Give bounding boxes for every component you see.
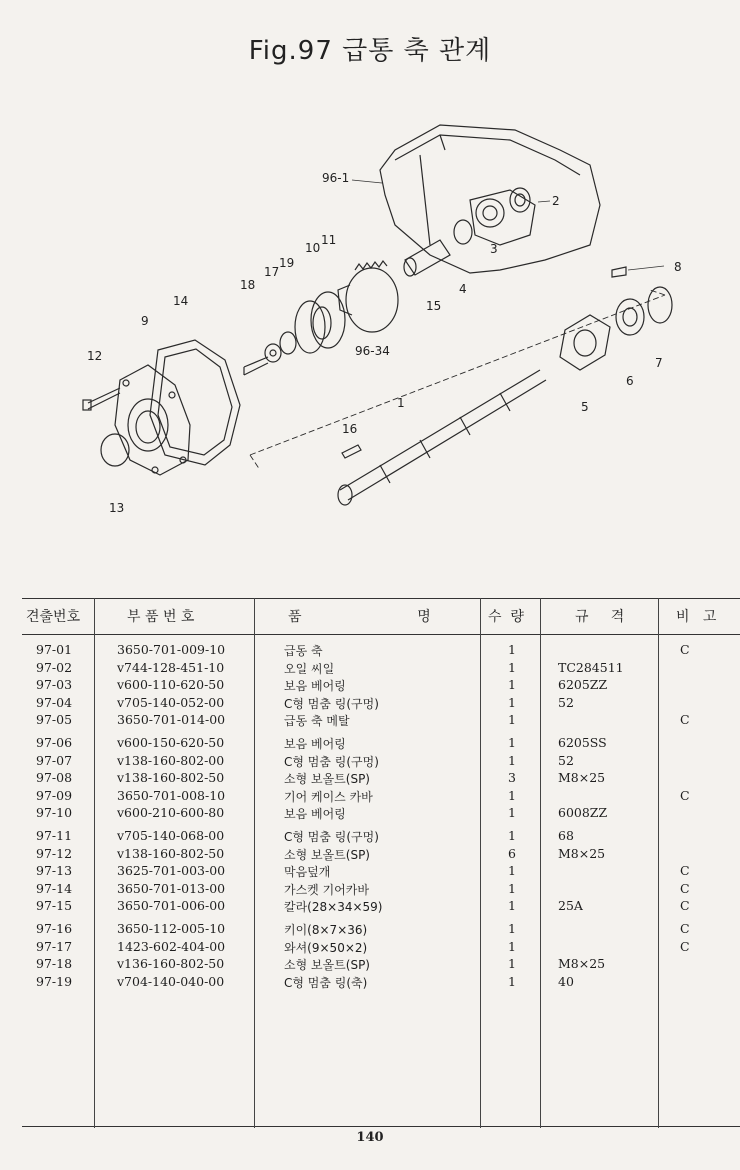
cell-part: v136-160-802-50 [117, 956, 225, 971]
cell-name: 소형 보올트(SP) [284, 958, 370, 972]
cell-part: 3650-701-009-10 [117, 642, 226, 657]
callout-16: 16 [342, 422, 358, 436]
cell-note: C [680, 863, 690, 878]
cell-part: v138-160-802-00 [117, 752, 225, 768]
table-row [22, 770, 740, 788]
cell-no: 97-04 [36, 694, 73, 710]
table-row [22, 677, 740, 695]
cell-no: 97-09 [36, 787, 73, 803]
cell-spec: M8×25 [558, 770, 606, 785]
cell-qty: 1 [508, 956, 516, 971]
header-part-name: 품 명 [288, 609, 431, 625]
cell-qty: 1 [508, 973, 516, 989]
cell-spec: 6205SS [558, 735, 607, 750]
callout-1: 1 [397, 396, 405, 410]
cell-name: 보음 베어링 [284, 807, 346, 821]
callout-96-1: 96-1 [322, 171, 350, 185]
cell-name: 가스켓 기어카바 [284, 882, 369, 897]
cell-part: 3650-112-005-10 [117, 921, 226, 936]
callout-12: 12 [87, 349, 103, 363]
cell-name: 키이(8×7×36) [284, 923, 368, 937]
table-row [22, 642, 740, 660]
cell-name: C형 멈춤 링(구멍) [284, 696, 379, 711]
cell-name: C형 멈춤 링(축) [284, 975, 368, 990]
cell-qty: 1 [508, 880, 516, 896]
cell-qty: 1 [508, 921, 516, 936]
table-row [22, 881, 740, 899]
header-quantity: 수 량 [488, 609, 524, 625]
cell-no: 97-02 [36, 659, 73, 675]
cell-spec: 68 [558, 828, 574, 843]
cell-qty: 1 [508, 712, 516, 727]
page-number: 140 [356, 1130, 384, 1145]
cell-qty: 1 [508, 898, 516, 913]
cell-no: 97-06 [36, 735, 73, 750]
cell-note: C [680, 938, 690, 954]
cell-name: C형 멈춤 링(구멍) [284, 754, 379, 769]
callout-14: 14 [173, 294, 189, 308]
cell-part: v704-140-040-00 [117, 973, 225, 989]
cell-part: 1423-602-404-00 [117, 938, 226, 954]
cell-qty: 1 [508, 642, 516, 657]
cell-spec: 52 [558, 752, 574, 768]
cell-qty: 1 [508, 752, 516, 768]
cell-name: 막음덮개 [284, 865, 331, 879]
callout-11: 11 [321, 233, 337, 247]
callout-4: 4 [459, 282, 467, 296]
cell-no: 97-15 [36, 898, 73, 913]
table-row [22, 660, 740, 678]
cell-qty: 1 [508, 828, 516, 843]
table-row [22, 846, 740, 864]
cell-name: 급동 축 [284, 644, 323, 658]
cell-part: v744-128-451-10 [117, 659, 225, 675]
header-part-number: 부 품 번 호 [127, 609, 195, 625]
cell-part: 3650-701-008-10 [117, 787, 226, 803]
callout-15: 15 [426, 299, 442, 313]
cell-qty: 1 [508, 938, 516, 954]
cell-no: 97-10 [36, 805, 73, 820]
exploded-parts-diagram [0, 95, 740, 535]
cell-spec: M8×25 [558, 956, 606, 971]
cell-qty: 6 [508, 845, 516, 861]
callout-3: 3 [490, 242, 498, 256]
cell-part: v600-110-620-50 [117, 677, 225, 692]
cell-qty: 3 [508, 770, 516, 785]
cell-note: C [680, 898, 690, 913]
cell-name: C형 멈춤 링(구멍) [284, 830, 379, 844]
callout-7: 7 [655, 356, 663, 370]
callout-9: 9 [141, 314, 149, 328]
cell-name: 보음 베어링 [284, 737, 346, 751]
table-row [22, 735, 740, 753]
cell-note: C [680, 921, 690, 936]
header-no: 견출번호 [26, 609, 81, 625]
cell-spec: 6205ZZ [558, 677, 608, 692]
cell-no: 97-11 [36, 828, 73, 843]
table-row [22, 898, 740, 916]
cell-spec: 52 [558, 694, 574, 710]
cell-spec: TC284511 [558, 659, 624, 675]
parts-table [22, 598, 740, 1128]
header-spec: 규 격 [575, 609, 625, 625]
table-row [22, 939, 740, 957]
cell-no: 97-07 [36, 752, 73, 768]
cell-qty: 1 [508, 677, 516, 692]
table-row [22, 956, 740, 974]
cell-part: 3625-701-003-00 [117, 863, 226, 878]
cell-spec: 6008ZZ [558, 805, 608, 820]
callout-10: 10 [305, 241, 321, 255]
cell-part: v600-150-620-50 [117, 735, 225, 750]
cell-qty: 1 [508, 659, 516, 675]
table-row [22, 921, 740, 939]
cell-no: 97-05 [36, 712, 73, 727]
cell-note: C [680, 880, 690, 896]
table-row [22, 828, 740, 846]
cell-spec: 40 [558, 973, 574, 989]
cell-qty: 1 [508, 863, 516, 878]
callout-18: 18 [240, 278, 256, 292]
table-row [22, 695, 740, 713]
cell-part: v705-140-052-00 [117, 694, 225, 710]
cell-name: 급동 축 메탈 [284, 714, 350, 728]
cell-no: 97-08 [36, 770, 73, 785]
cell-part: 3650-701-006-00 [117, 898, 226, 913]
cell-part: v705-140-068-00 [117, 828, 225, 843]
cell-no: 97-14 [36, 880, 73, 896]
cell-part: 3650-701-014-00 [117, 712, 226, 727]
cell-no: 97-03 [36, 677, 73, 692]
cell-qty: 1 [508, 694, 516, 710]
cell-qty: 1 [508, 805, 516, 820]
cell-name: 와셔(9×50×2) [284, 940, 368, 955]
cell-no: 97-01 [36, 642, 73, 657]
table-row [22, 788, 740, 806]
cell-no: 97-13 [36, 863, 73, 878]
cell-name: 보음 베어링 [284, 679, 346, 693]
cell-note: C [680, 642, 690, 657]
table-row [22, 974, 740, 992]
callout-2: 2 [552, 194, 560, 208]
cell-qty: 1 [508, 787, 516, 803]
cell-name: 칼라(28×34×59) [284, 900, 383, 914]
table-row [22, 863, 740, 881]
cell-no: 97-19 [36, 973, 73, 989]
callout-19: 19 [279, 256, 295, 270]
page-title: Fig.97 급통 축 관계 [248, 36, 492, 66]
cell-part: v138-160-802-50 [117, 770, 225, 785]
cell-part: 3650-701-013-00 [117, 880, 226, 896]
callout-13: 13 [109, 501, 125, 515]
table-row [22, 753, 740, 771]
callout-96-34: 96-34 [355, 344, 390, 358]
cell-part: v600-210-600-80 [117, 805, 225, 820]
cell-part: v138-160-802-50 [117, 845, 225, 861]
cell-note: C [680, 787, 690, 803]
cell-no: 97-12 [36, 845, 73, 861]
callout-6: 6 [626, 374, 634, 388]
header-note: 비 고 [676, 609, 717, 625]
callout-8: 8 [674, 260, 682, 274]
cell-no: 97-16 [36, 921, 73, 936]
table-row [22, 805, 740, 823]
cell-spec: M8×25 [558, 845, 606, 861]
cell-name: 소형 보올트(SP) [284, 772, 370, 786]
cell-qty: 1 [508, 735, 516, 750]
table-row [22, 712, 740, 730]
cell-no: 97-17 [36, 938, 73, 954]
cell-spec: 25A [558, 898, 583, 913]
cell-note: C [680, 712, 690, 727]
cell-name: 기어 케이스 카바 [284, 789, 373, 804]
cell-name: 오일 씨일 [284, 661, 335, 676]
callout-5: 5 [581, 400, 589, 414]
callout-17: 17 [264, 265, 280, 279]
cell-no: 97-18 [36, 956, 73, 971]
cell-name: 소형 보올트(SP) [284, 847, 370, 862]
